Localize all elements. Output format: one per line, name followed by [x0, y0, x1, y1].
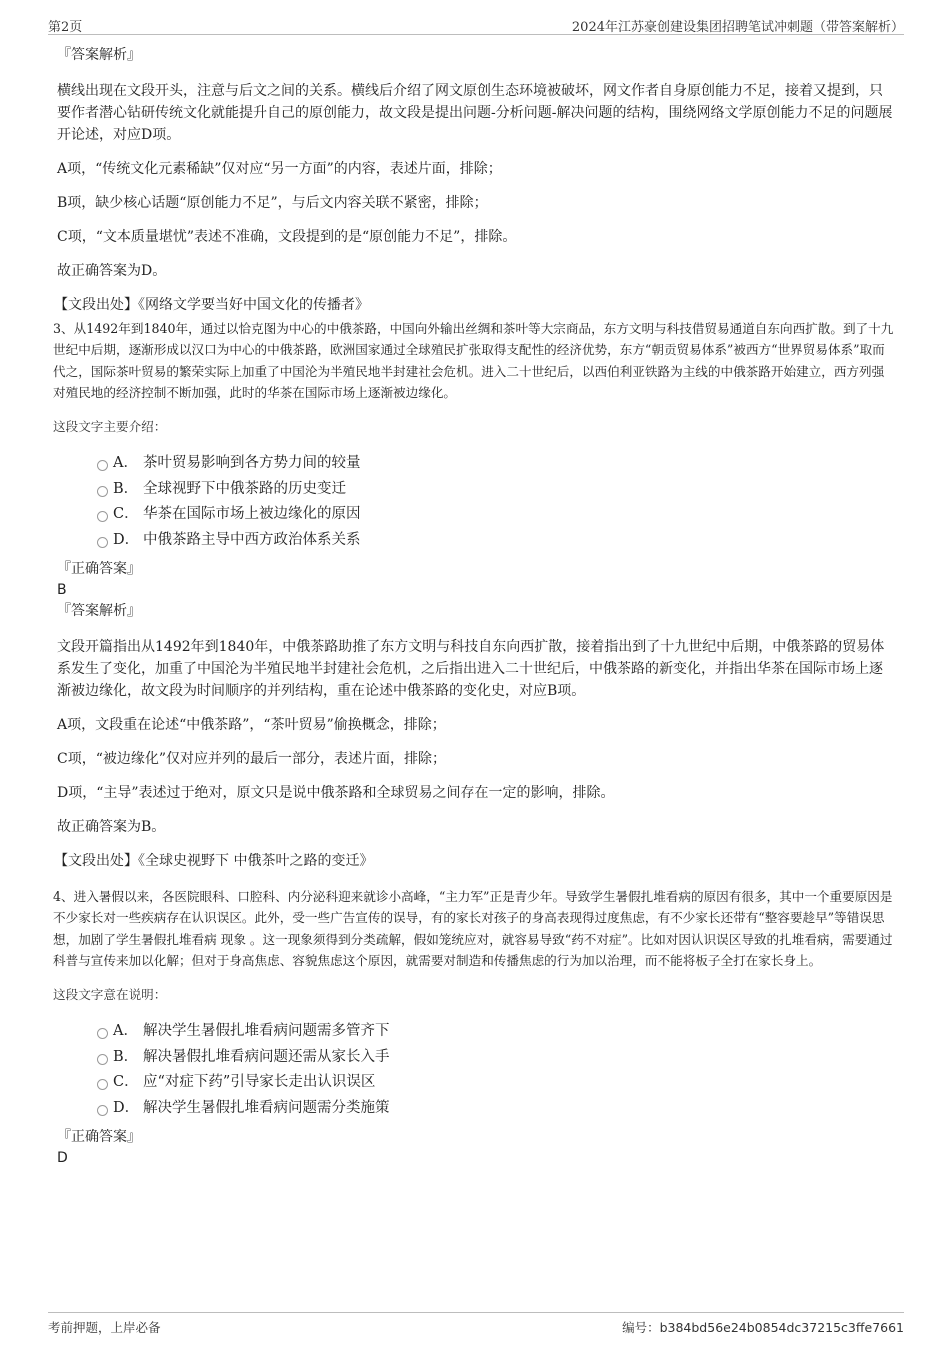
question-stem-3: 3、从1492年到1840年，通过以恰克图为中心的中俄茶路，中国向外输出丝绸和茶叶等大宗商品，东方文明与科技借贸易通道自东向西扩散。到了十九世纪中后期，逐渐形成以汉口为中心的中俄茶路，欧洲国家通过全球殖民扩张取得支配性的经济优势，东方“朝贡贸易体系”被西方“世界贸易体系”取而代之，国际茶叶贸易的繁荣实际上加重了中国沦为半殖民地半封建社会危机。进入二十世纪后，以西伯利亚铁路为主线的中俄茶路开始建立，西方列强对殖民地的经济控制不断加强，此时的华茶在国际市场上逐渐被边缘化。	[53, 321, 894, 400]
radio-icon[interactable]	[97, 1054, 108, 1065]
page-number: 第2页	[48, 20, 83, 35]
analysis-text: 横线出现在文段开头，注意与后文之间的关系。横线后介绍了网文原创生态环境被破坏，网文作者自身原创能力不足，接着又提到，只要作者潜心钻研传统文化就能提升自己的原创能力，故文段是提出问题-分析问题-解决问题的结构，围绕网络文学原创能力不足的问题展开论述，对应D项。	[57, 83, 893, 143]
option-a[interactable]: A． 解决学生暑假扎堆看病问题需多管齐下	[57, 1019, 895, 1045]
option-analysis-d: D项，“主导”表述过于绝对，原文只是说中俄茶路和全球贸易之间存在一定的影响，排除。	[57, 785, 615, 802]
source-citation: 【文段出处】《网络文学要当好中国文化的传播者》	[54, 297, 369, 313]
radio-icon[interactable]	[97, 460, 108, 471]
option-analysis-c: C项，“文本质量堪忧”表述不准确，文段提到的是“原创能力不足”，排除。	[57, 229, 517, 245]
radio-icon[interactable]	[97, 537, 108, 548]
analysis-text: 文段开篇指出从1492年到1840年，中俄茶路助推了东方文明与科技自东向西扩散，接着指出到了十九世纪中后期，中俄茶路的贸易体系发生了变化，加重了中国沦为半殖民地半封建社会危机，之后指出进入二十世纪后，中俄茶路的新变化，并指出华茶在国际市场上逐渐被边缘化，故文段为时间顺序的并列结构，重在论述中俄茶路的变化史，对应B项。	[57, 639, 885, 700]
option-d[interactable]: D． 中俄茶路主导中西方政治体系关系	[57, 528, 895, 554]
radio-icon[interactable]	[97, 511, 108, 522]
conclusion: 故正确答案为B。	[57, 819, 166, 836]
option-b[interactable]: B． 全球视野下中俄茶路的历史变迁	[57, 477, 895, 503]
option-c[interactable]: C． 应“对症下药”引导家长走出认识误区	[57, 1070, 895, 1096]
option-analysis-b: B项，缺少核心话题“原创能力不足”，与后文内容关联不紧密，排除；	[57, 195, 488, 211]
options-list-3	[57, 451, 895, 553]
answer-label: 『正确答案』	[57, 1129, 141, 1146]
question-prompt-3: 这段文字主要介绍：	[53, 419, 167, 435]
page-footer	[48, 1312, 904, 1335]
question-stem-4: 4、进入暑假以来，各医院眼科、口腔科、内分泌科迎来就诊小高峰，“主力军”正是青少年。导致学生暑假扎堆看病的原因有很多，其中一个重要原因是不少家长对一些疾病存在认识误区。此外，受一些广告宣传的误导，有的家长对孩子的身高表现得过度焦虑，有不少家长还带有“整容要趁早”等错误思想，加剧了学生暑假扎堆看病 现象 。这一现象须得到分类疏解，假如笼统应对，就容易导致“药不对症”。比如对因认识误区导致的扎堆看病，需要通过科普与宣传来加以化解；但对于身高焦虑、容貌焦虑这个原因，就需要对制造和传播焦虑的行为加以治理，而不能将板子全打在家长身上。	[53, 889, 893, 969]
option-analysis-c: C项，“被边缘化”仅对应并列的最后一部分，表述片面，排除；	[57, 751, 447, 768]
page-content	[53, 44, 895, 1168]
radio-icon[interactable]	[97, 1105, 108, 1116]
option-c[interactable]: C． 华茶在国际市场上被边缘化的原因	[57, 502, 895, 528]
answer-value: D	[57, 1150, 68, 1167]
option-a[interactable]: A． 茶叶贸易影响到各方势力间的较量	[57, 451, 895, 477]
option-d[interactable]: D． 解决学生暑假扎堆看病问题需分类施策	[57, 1096, 895, 1122]
conclusion: 故正确答案为D。	[57, 263, 167, 279]
source-citation: 【文段出处】《全球史视野下 中俄茶叶之路的变迁》	[54, 853, 374, 870]
option-b[interactable]: B． 解决暑假扎堆看病问题还需从家长入手	[57, 1045, 895, 1071]
radio-icon[interactable]	[97, 1079, 108, 1090]
document-title: 2024年江苏豪创建设集团招聘笔试冲刺题（带答案解析）	[571, 20, 904, 35]
radio-icon[interactable]	[97, 1028, 108, 1039]
document-code: 编号：b384bd56e24b0854dc37215c3ffe7661	[622, 1320, 904, 1335]
analysis-label: 『答案解析』	[57, 603, 141, 620]
answer-value: B	[57, 582, 67, 599]
radio-icon[interactable]	[97, 486, 108, 497]
options-list-4	[57, 1019, 895, 1121]
option-analysis-a: A项，文段重在论述“中俄茶路”，“茶叶贸易”偷换概念，排除；	[57, 717, 446, 734]
option-analysis-a: A项，“传统文化元素稀缺”仅对应“另一方面”的内容，表述片面，排除；	[57, 161, 502, 177]
footer-slogan: 考前押题，上岸必备	[48, 1320, 161, 1335]
question-prompt-4: 这段文字意在说明：	[53, 987, 167, 1003]
page-header	[48, 14, 904, 35]
answer-label: 『正确答案』	[57, 561, 141, 578]
analysis-label: 『答案解析』	[57, 47, 141, 63]
